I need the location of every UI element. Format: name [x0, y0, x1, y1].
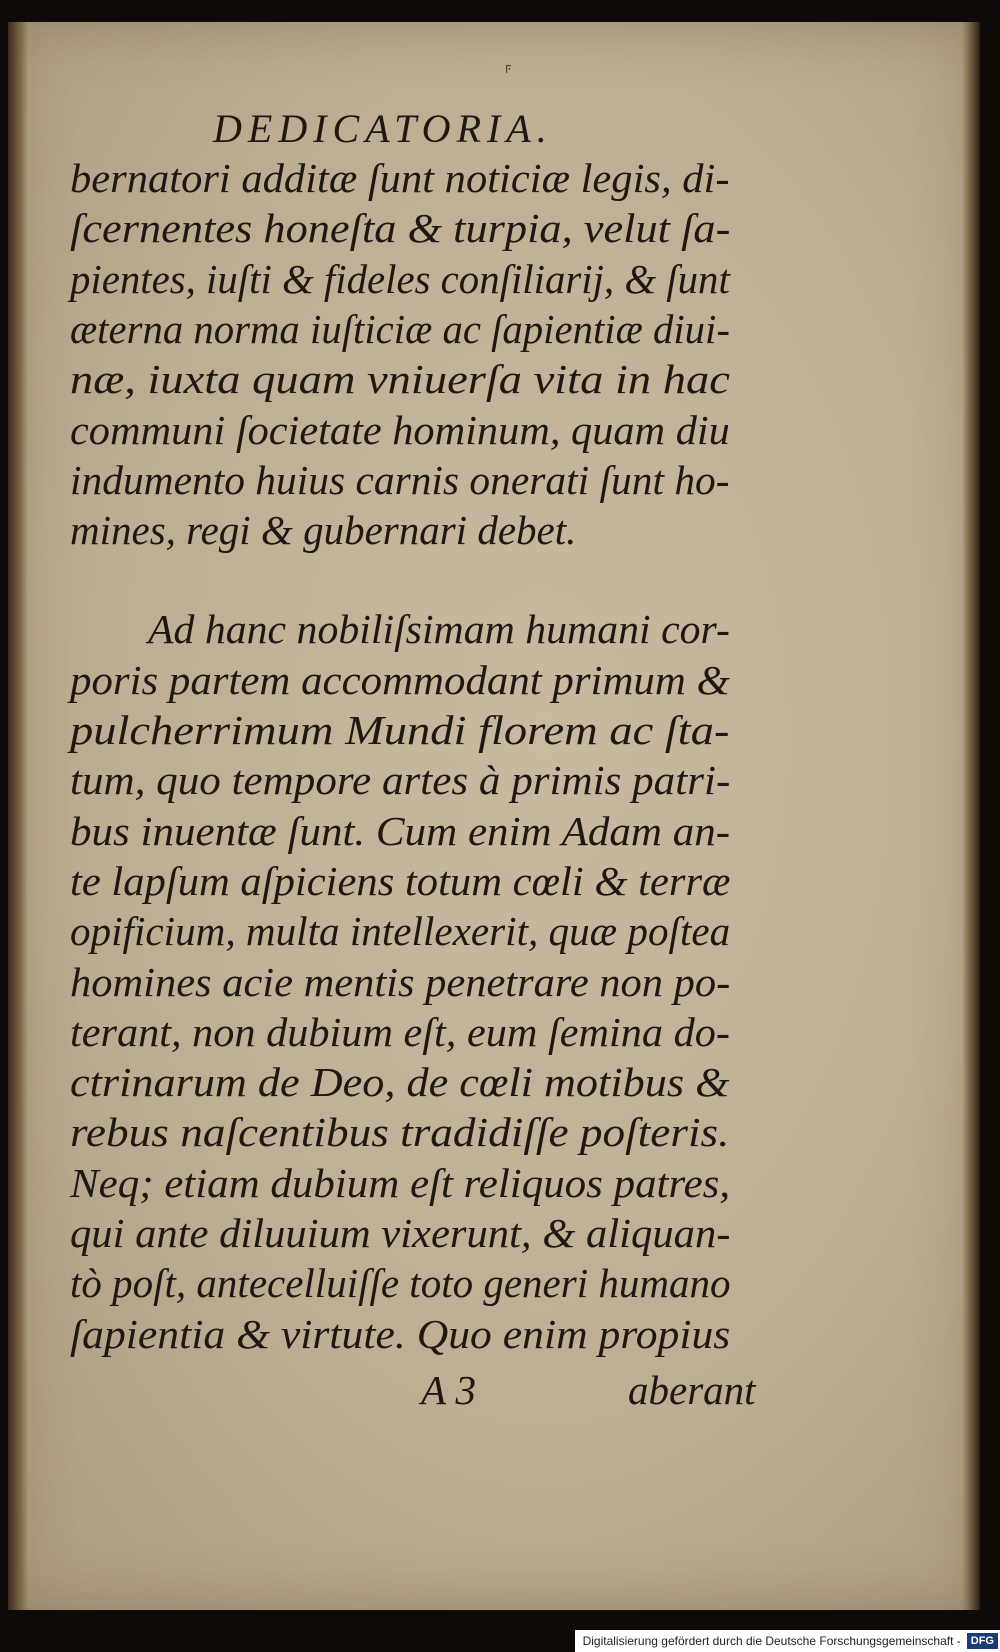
- text-line: ctrinarum de Deo, de cœli motibus &: [70, 1059, 730, 1106]
- text-line: ſapientia & virtute. Quo enim propius: [70, 1310, 731, 1357]
- footer-credit: Digitalisierung gefördert durch die Deutsche Forschungsgemeinschaft -: [582, 1634, 961, 1648]
- text-line: ſcernentes honeſta & turpia, velut ſa-: [70, 205, 731, 252]
- text-line: pientes, iuſti & fideles conſiliarij, & ſunt: [70, 255, 730, 302]
- text-line: terant, non dubium eſt, eum ſemina do-: [70, 1008, 730, 1055]
- dfg-logo: DFG: [967, 1633, 998, 1649]
- text-line: poris partem accommodant primum &: [70, 656, 730, 703]
- text-line: tò poſt, antecelluiſſe toto generi humano: [70, 1260, 731, 1307]
- page-mark: ⸁: [504, 62, 513, 83]
- text-line: tum, quo tempore artes à primis patri-: [70, 757, 731, 804]
- text-line: opificium, multa intellexerit, quæ poſtea: [70, 908, 731, 955]
- signature-mark: A 3: [421, 1367, 477, 1413]
- text-line: bus inuentæ ſunt. Cum enim Adam an-: [70, 807, 731, 854]
- text-line: indumento huius carnis onerati ſunt ho-: [70, 456, 730, 503]
- text-line: Ad hanc nobiliſsimam humani cor-: [148, 606, 730, 653]
- text-line: homines acie mentis penetrare non po-: [70, 958, 731, 1005]
- text-line: communi ſocietate hominum, quam diu: [70, 406, 730, 453]
- text-line: mines, regi & gubernari debet.: [70, 507, 577, 554]
- text-line: rebus naſcentibus tradidiſſe poſteris.: [70, 1109, 730, 1156]
- text-line: næ, iuxta quam vniuerſa vita in hac: [70, 356, 730, 403]
- text-line: qui ante diluuium vixerunt, & aliquan-: [70, 1210, 731, 1256]
- text-line: bernatori additæ ſunt noticiæ legis, di-: [70, 155, 730, 201]
- book-page: [8, 22, 980, 1610]
- text-line: æterna norma iuſticiæ ac ſapientiæ diui-: [70, 305, 730, 352]
- digitization-footer: [575, 1630, 1000, 1652]
- catchword: aberant: [628, 1367, 756, 1413]
- text-line: Neq; etiam dubium eſt reliquos patres,: [70, 1159, 731, 1206]
- running-head: DEDICATORIA.: [213, 106, 553, 151]
- text-line: pulcherrimum Mundi florem ac ſta-: [70, 707, 730, 753]
- text-line: te lapſum aſpiciens totum cœli & terræ: [70, 857, 731, 904]
